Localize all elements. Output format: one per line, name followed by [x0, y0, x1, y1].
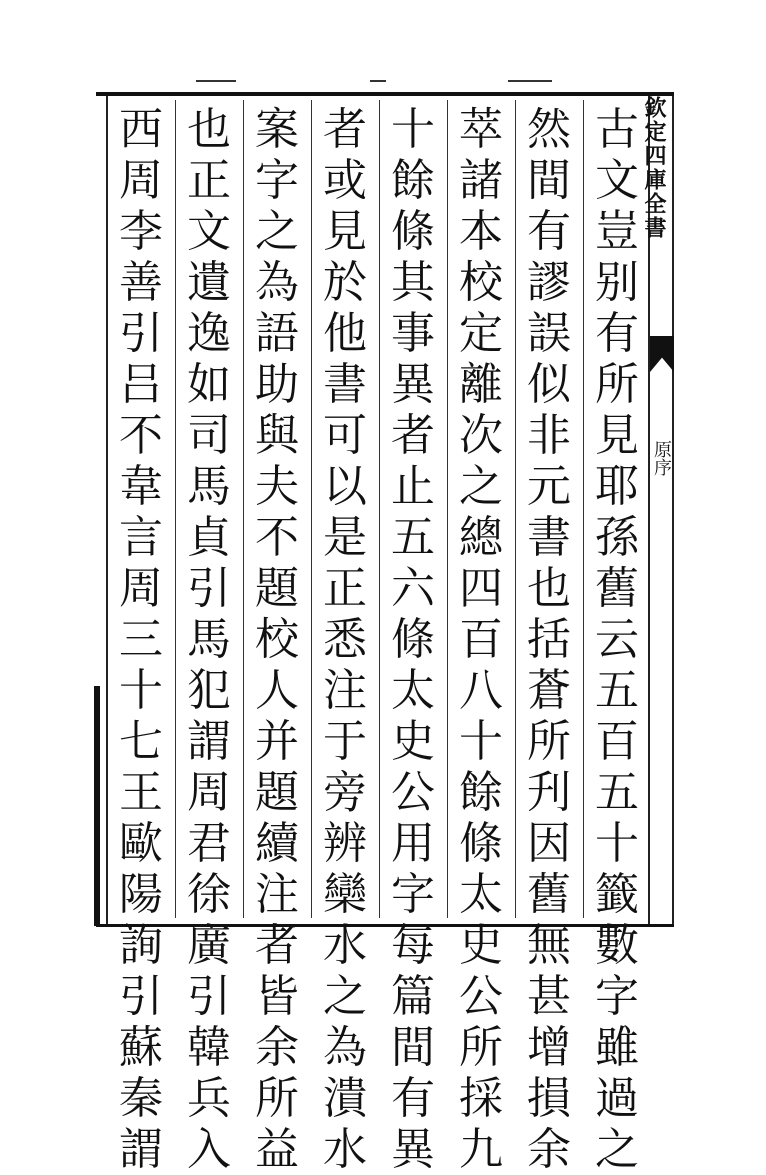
column-rule — [379, 100, 380, 918]
character: 不 — [255, 512, 299, 563]
character: 字 — [255, 155, 299, 206]
character: 於 — [323, 257, 367, 308]
page-frame-top — [96, 92, 674, 96]
character: 皆 — [255, 971, 299, 1022]
character: 遺 — [187, 257, 231, 308]
character: 十 — [459, 716, 503, 767]
character: 案 — [255, 104, 299, 155]
character: 吕 — [119, 359, 163, 410]
character: 史 — [391, 716, 435, 767]
character: 文 — [187, 206, 231, 257]
character: 善 — [119, 257, 163, 308]
character: 以 — [323, 461, 367, 512]
character: 余 — [255, 1022, 299, 1073]
character: 夫 — [255, 461, 299, 512]
character: 續 — [255, 818, 299, 869]
character: 採 — [459, 1073, 503, 1124]
character: 李 — [119, 206, 163, 257]
character: 字 — [595, 971, 639, 1022]
character: 事 — [391, 308, 435, 359]
character: 七 — [119, 716, 163, 767]
character: 欒 — [323, 869, 367, 920]
character: 舊 — [527, 869, 571, 920]
character: 詢 — [119, 920, 163, 971]
text-column-3 — [454, 104, 508, 1175]
character: 數 — [595, 920, 639, 971]
character: 五 — [595, 767, 639, 818]
character: 十 — [391, 104, 435, 155]
character: 條 — [391, 614, 435, 665]
character: 條 — [391, 206, 435, 257]
character: 之 — [595, 1124, 639, 1175]
character: 蘇 — [119, 1022, 163, 1073]
top-tick-mark — [196, 80, 236, 82]
column-rule — [515, 100, 516, 918]
character: 其 — [391, 257, 435, 308]
top-tick-mark — [508, 80, 552, 82]
character: 引 — [187, 563, 231, 614]
character: 有 — [527, 206, 571, 257]
character: 諸 — [459, 155, 503, 206]
character: 無 — [527, 920, 571, 971]
character: 馬 — [187, 614, 231, 665]
character: 不 — [119, 410, 163, 461]
character: 籤 — [595, 869, 639, 920]
character: 見 — [595, 410, 639, 461]
character: 總 — [459, 512, 503, 563]
character: 書 — [323, 359, 367, 410]
character: 豈 — [595, 206, 639, 257]
character: 水 — [323, 920, 367, 971]
character: 他 — [323, 308, 367, 359]
character: 六 — [391, 563, 435, 614]
character: 潰 — [323, 1073, 367, 1124]
character: 用 — [391, 818, 435, 869]
character: 元 — [527, 461, 571, 512]
character: 四 — [459, 563, 503, 614]
character: 與 — [255, 410, 299, 461]
character: 君 — [187, 818, 231, 869]
character: 謂 — [187, 716, 231, 767]
text-column-4 — [386, 104, 440, 1175]
character: 言 — [119, 512, 163, 563]
character: 并 — [255, 716, 299, 767]
character: 兵 — [187, 1073, 231, 1124]
character: 人 — [255, 665, 299, 716]
character: 甚 — [527, 971, 571, 1022]
character: 然 — [527, 104, 571, 155]
text-column-7 — [182, 104, 236, 1175]
character: 八 — [459, 665, 503, 716]
character: 題 — [255, 767, 299, 818]
top-tick-mark — [370, 80, 386, 82]
character: 公 — [391, 767, 435, 818]
character: 者 — [391, 410, 435, 461]
character: 非 — [527, 410, 571, 461]
character: 耶 — [595, 461, 639, 512]
character: 蒼 — [527, 665, 571, 716]
character: 本 — [459, 206, 503, 257]
character: 注 — [323, 665, 367, 716]
book-title: 欽定四庫全書 — [641, 96, 667, 240]
character: 馬 — [187, 461, 231, 512]
column-rule — [243, 100, 244, 918]
character: 云 — [595, 614, 639, 665]
character: 益 — [255, 1124, 299, 1175]
character: 間 — [527, 155, 571, 206]
character: 舊 — [595, 563, 639, 614]
character: 萃 — [459, 104, 503, 155]
character: 者 — [323, 104, 367, 155]
character: 貞 — [187, 512, 231, 563]
character: 也 — [527, 563, 571, 614]
character: 王 — [119, 767, 163, 818]
character: 可 — [323, 410, 367, 461]
character: 悉 — [323, 614, 367, 665]
character: 損 — [527, 1073, 571, 1124]
character: 所 — [459, 1022, 503, 1073]
character: 别 — [595, 257, 639, 308]
text-column-2 — [522, 104, 576, 1175]
character: 是 — [323, 512, 367, 563]
text-column-1 — [590, 104, 644, 1175]
character: 十 — [119, 665, 163, 716]
character: 五 — [391, 512, 435, 563]
column-rule — [175, 100, 176, 918]
character: 餘 — [391, 155, 435, 206]
character: 辨 — [323, 818, 367, 869]
character: 公 — [459, 971, 503, 1022]
character: 有 — [391, 1073, 435, 1124]
character: 因 — [527, 818, 571, 869]
character: 周 — [119, 563, 163, 614]
character: 之 — [459, 461, 503, 512]
character: 韓 — [187, 1022, 231, 1073]
character: 入 — [187, 1124, 231, 1175]
character: 韋 — [119, 461, 163, 512]
character: 者 — [255, 920, 299, 971]
character: 古 — [595, 104, 639, 155]
character: 異 — [391, 359, 435, 410]
character: 孫 — [595, 512, 639, 563]
character: 止 — [391, 461, 435, 512]
character: 為 — [255, 257, 299, 308]
character: 五 — [595, 665, 639, 716]
character: 為 — [323, 1022, 367, 1073]
character: 陽 — [119, 869, 163, 920]
character: 司 — [187, 410, 231, 461]
character: 書 — [527, 512, 571, 563]
fish-tail-mark — [650, 336, 674, 372]
character: 校 — [459, 257, 503, 308]
character: 周 — [187, 767, 231, 818]
character: 正 — [323, 563, 367, 614]
character: 文 — [595, 155, 639, 206]
text-column-8 — [114, 104, 168, 1175]
character: 引 — [119, 971, 163, 1022]
character: 引 — [187, 971, 231, 1022]
character: 語 — [255, 308, 299, 359]
character: 廣 — [187, 920, 231, 971]
column-rule — [447, 100, 448, 918]
character: 過 — [595, 1073, 639, 1124]
character: 或 — [323, 155, 367, 206]
section-label: 原序 — [651, 440, 672, 476]
character: 西 — [119, 104, 163, 155]
character: 周 — [119, 155, 163, 206]
character: 所 — [255, 1073, 299, 1124]
character: 所 — [527, 716, 571, 767]
character: 余 — [527, 1124, 571, 1175]
text-column-5 — [318, 104, 372, 1175]
character: 見 — [323, 206, 367, 257]
character: 犯 — [187, 665, 231, 716]
character: 次 — [459, 410, 503, 461]
character: 逸 — [187, 308, 231, 359]
page-frame-left-bar — [94, 686, 100, 926]
character: 所 — [595, 359, 639, 410]
character: 十 — [595, 818, 639, 869]
page-frame-left — [106, 96, 108, 924]
character: 謂 — [119, 1124, 163, 1175]
character: 增 — [527, 1022, 571, 1073]
character: 定 — [459, 308, 503, 359]
column-rule — [583, 100, 584, 918]
character: 字 — [391, 869, 435, 920]
character: 餘 — [459, 767, 503, 818]
character: 校 — [255, 614, 299, 665]
character: 有 — [595, 308, 639, 359]
character: 如 — [187, 359, 231, 410]
character: 秦 — [119, 1073, 163, 1124]
character: 篇 — [391, 971, 435, 1022]
character: 太 — [391, 665, 435, 716]
character: 謬 — [527, 257, 571, 308]
character: 異 — [391, 1124, 435, 1175]
character: 離 — [459, 359, 503, 410]
character: 水 — [323, 1124, 367, 1175]
character: 之 — [323, 971, 367, 1022]
character: 也 — [187, 104, 231, 155]
column-rule — [311, 100, 312, 918]
character: 引 — [119, 308, 163, 359]
character: 旁 — [323, 767, 367, 818]
character: 間 — [391, 1022, 435, 1073]
character: 三 — [119, 614, 163, 665]
character: 之 — [255, 206, 299, 257]
character: 歐 — [119, 818, 163, 869]
character: 正 — [187, 155, 231, 206]
character: 雖 — [595, 1022, 639, 1073]
character: 助 — [255, 359, 299, 410]
character: 條 — [459, 818, 503, 869]
character: 似 — [527, 359, 571, 410]
character: 刋 — [527, 767, 571, 818]
character: 太 — [459, 869, 503, 920]
character: 題 — [255, 563, 299, 614]
character: 誤 — [527, 308, 571, 359]
character: 百 — [459, 614, 503, 665]
character: 于 — [323, 716, 367, 767]
character: 百 — [595, 716, 639, 767]
character: 九 — [459, 1124, 503, 1175]
character: 徐 — [187, 869, 231, 920]
text-column-6 — [250, 104, 304, 1175]
character: 注 — [255, 869, 299, 920]
character: 史 — [459, 920, 503, 971]
character: 括 — [527, 614, 571, 665]
character: 每 — [391, 920, 435, 971]
